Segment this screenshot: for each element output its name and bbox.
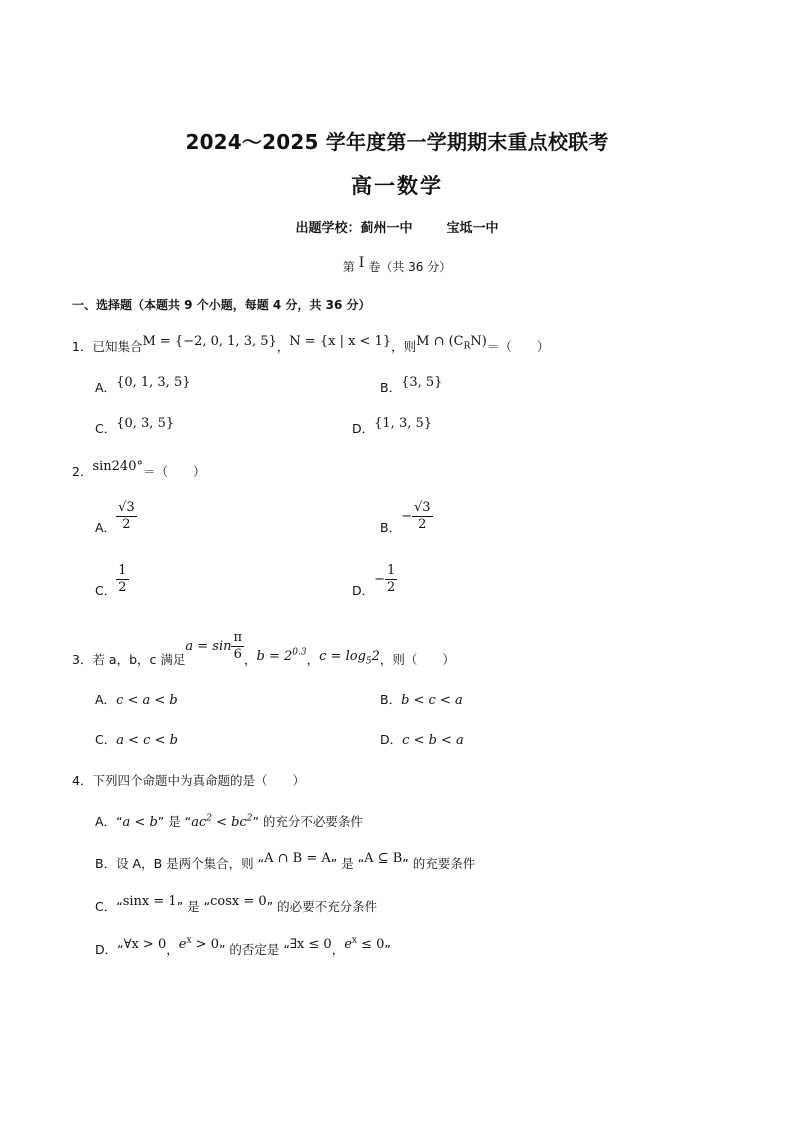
q4-option-c[interactable] xyxy=(95,894,378,915)
q4-option-d-expr2-tail: > 0 xyxy=(191,937,219,952)
q1-option-d[interactable] xyxy=(352,416,433,437)
q4-option-d-sep2: ， xyxy=(331,942,345,957)
q2-option-d-fraction xyxy=(385,563,397,596)
q3-c-arg: 2 xyxy=(371,649,380,664)
q3-option-b-label: B． xyxy=(380,692,402,707)
volume-heading xyxy=(0,255,794,275)
q2-option-a-den: 2 xyxy=(122,517,131,532)
q2-option-a-fraction xyxy=(116,500,137,533)
q4-option-d-tail: ” xyxy=(384,942,391,957)
q2-option-a[interactable] xyxy=(95,500,137,533)
q3-b-base: b = 2 xyxy=(256,649,293,664)
q3-option-d-value: c < b < a xyxy=(402,733,464,748)
q3-option-b[interactable] xyxy=(380,690,463,708)
q2-option-b-num: √3 xyxy=(413,500,431,515)
q1-expr xyxy=(416,334,487,352)
q1-tail: ＝（ ） xyxy=(486,339,550,354)
q2-option-a-label: A． xyxy=(95,520,117,535)
q3-a-den: 6 xyxy=(233,647,242,662)
q2-option-d[interactable] xyxy=(352,563,397,596)
q1-expr-main: M ∩ (C xyxy=(416,334,464,349)
q4-option-b-tail: ” 的充要条件 xyxy=(402,856,476,871)
q1-option-d-label: D． xyxy=(352,421,375,436)
q4-option-a-expr1: a < b xyxy=(122,815,158,830)
q2-expr: sin240° xyxy=(92,459,143,474)
q2-option-d-label: D． xyxy=(352,583,375,598)
q4-option-a[interactable] xyxy=(95,812,363,830)
q4-option-d-quote: “ xyxy=(117,942,124,957)
q3-b-exp: 0.3 xyxy=(292,647,307,658)
q1-option-b[interactable] xyxy=(380,375,443,396)
q3-c-expr xyxy=(319,649,380,667)
q2-option-c-label: C． xyxy=(95,583,117,598)
q3-c-base: 5 xyxy=(365,656,372,667)
q3-a-num: π xyxy=(233,630,243,645)
q1-sep2: ，则 xyxy=(391,339,417,354)
q1-option-b-value: {3, 5} xyxy=(401,375,443,390)
q3-option-d-label: D． xyxy=(380,732,403,747)
q3-prefix: 3．若 a，b，c 满足 xyxy=(72,652,186,667)
q4-option-b-expr2: A ⊆ B xyxy=(364,851,403,866)
q4-option-d-expr2-exp: x xyxy=(186,935,192,946)
q1-set-n: N = {x | x < 1} xyxy=(289,334,392,349)
q1-set-m: M = {−2, 0, 1, 3, 5} xyxy=(142,334,277,349)
q4-option-c-label: C． xyxy=(95,899,117,914)
q4-option-a-exp1: 2 xyxy=(206,813,212,824)
q4-option-c-mid: ” 是 “ xyxy=(176,899,211,914)
q3-c-log: c = log xyxy=(319,649,366,664)
q1-option-a[interactable] xyxy=(95,375,191,396)
q3-option-b-value: b < c < a xyxy=(401,693,463,708)
q2-option-b-sign: − xyxy=(401,509,412,524)
q4-option-d-expr3: ∃x ≤ 0 xyxy=(289,937,332,952)
q4-option-a-tail: ” 的充分不必要条件 xyxy=(252,814,363,829)
q4-option-d-expr4 xyxy=(344,937,384,952)
q2-option-c[interactable] xyxy=(95,563,129,596)
q3-sep2: ， xyxy=(306,652,320,667)
q1-expr-end: N) xyxy=(470,334,487,349)
q4-option-c-expr1: sinx = 1 xyxy=(122,894,177,909)
q1-expr-sub: R xyxy=(463,341,471,352)
volume-suffix: 卷（共 36 分） xyxy=(368,260,452,274)
q3-option-d[interactable] xyxy=(380,730,464,748)
q1-option-c-value: {0, 3, 5} xyxy=(116,416,175,431)
q2-prefix: 2． xyxy=(72,464,93,479)
q3-option-c[interactable] xyxy=(95,730,178,748)
q2-option-d-sign: − xyxy=(374,572,386,587)
q4-option-d-label: D． xyxy=(95,942,118,957)
exam-subject: 高一数学 xyxy=(351,174,443,198)
q3-b-expr xyxy=(257,649,307,664)
q4-option-d-expr4-base: e xyxy=(344,937,352,952)
q1-option-c[interactable] xyxy=(95,416,175,437)
q3-option-a-label: A． xyxy=(95,692,117,707)
q4-option-d-expr2 xyxy=(179,937,219,952)
q2-option-c-den: 2 xyxy=(118,580,127,595)
section-heading: 一、选择题（本题共 9 个小题，每题 4 分，共 36 分） xyxy=(72,298,371,312)
q4-option-d-expr2-base: e xyxy=(178,937,187,952)
q4-option-c-expr2: cosx = 0 xyxy=(210,894,267,909)
q1-option-b-label: B． xyxy=(380,380,402,395)
q3-a-fraction xyxy=(231,630,244,663)
volume-prefix: 第 xyxy=(342,260,355,274)
q4-option-b-expr1: A ∩ B = A xyxy=(264,851,331,866)
q4-option-b-mid: ” 是 “ xyxy=(330,856,365,871)
q4-option-a-expr2-right: < bc xyxy=(211,815,247,830)
q3-sep1: ， xyxy=(244,652,257,667)
q2-option-c-num: 1 xyxy=(118,563,127,578)
school-label: 出题学校：蓟州一中 xyxy=(295,221,413,236)
q4-option-a-quote: “ xyxy=(116,814,123,829)
question-2-stem xyxy=(72,459,206,480)
volume-roman: Ⅰ xyxy=(358,255,365,271)
q1-option-a-value: {0, 1, 3, 5} xyxy=(116,375,191,390)
q4-option-a-mid: ” 是 “ xyxy=(157,814,192,829)
question-1-stem xyxy=(72,334,550,358)
q3-option-c-value: a < c < b xyxy=(116,733,178,748)
q2-option-c-fraction xyxy=(116,563,128,596)
q4-option-c-quote: “ xyxy=(116,899,123,914)
q4-option-c-tail: ” 的必要不充分条件 xyxy=(266,899,378,914)
question-4-stem: 4．下列四个命题中为真命题的是（ ） xyxy=(72,773,305,788)
q2-tail: ＝（ ） xyxy=(142,464,206,479)
q1-prefix: 1．已知集合 xyxy=(72,339,143,354)
school-second: 宝坻一中 xyxy=(446,221,499,236)
question-3-stem xyxy=(72,630,455,667)
q3-a-expr: a = sin xyxy=(185,639,232,654)
q3-tail: ，则（ ） xyxy=(379,652,455,667)
q2-option-a-num: √3 xyxy=(118,500,135,515)
q4-option-d-expr1: ∀x > 0 xyxy=(123,937,167,952)
q2-option-d-den: 2 xyxy=(387,580,396,595)
q4-option-d-sep: ， xyxy=(166,942,179,957)
q1-option-a-label: A． xyxy=(95,380,117,395)
q4-option-d-expr4-tail: ≤ 0 xyxy=(356,937,385,952)
exam-title: 2024～2025 学年度第一学期期末重点校联考 xyxy=(185,130,609,154)
q4-option-b[interactable] xyxy=(95,851,476,872)
q4-option-d-expr4-exp: x xyxy=(351,935,357,946)
q4-option-b-label: B．设 A，B 是两个集合，则 “ xyxy=(95,856,265,871)
q2-option-b[interactable] xyxy=(380,500,433,533)
q4-option-d-mid: ” 的否定是 “ xyxy=(218,942,290,957)
q1-option-d-value: {1, 3, 5} xyxy=(374,416,433,431)
q2-option-b-label: B． xyxy=(380,520,402,535)
q4-option-a-expr2 xyxy=(191,815,252,830)
q3-option-a[interactable] xyxy=(95,690,178,708)
q4-option-a-label: A． xyxy=(95,814,117,829)
q3-option-a-value: c < a < b xyxy=(116,693,178,708)
q2-option-d-num: 1 xyxy=(387,563,396,578)
q4-option-a-expr2-left: ac xyxy=(191,815,207,830)
q1-sep1: ， xyxy=(276,339,290,354)
q1-option-c-label: C． xyxy=(95,421,117,436)
school-line xyxy=(0,217,794,236)
q2-option-b-den: 2 xyxy=(418,517,427,532)
q2-option-b-fraction xyxy=(412,500,433,533)
q4-option-a-exp2: 2 xyxy=(246,813,253,824)
q4-option-d[interactable] xyxy=(95,935,391,958)
q3-option-c-label: C． xyxy=(95,732,117,747)
